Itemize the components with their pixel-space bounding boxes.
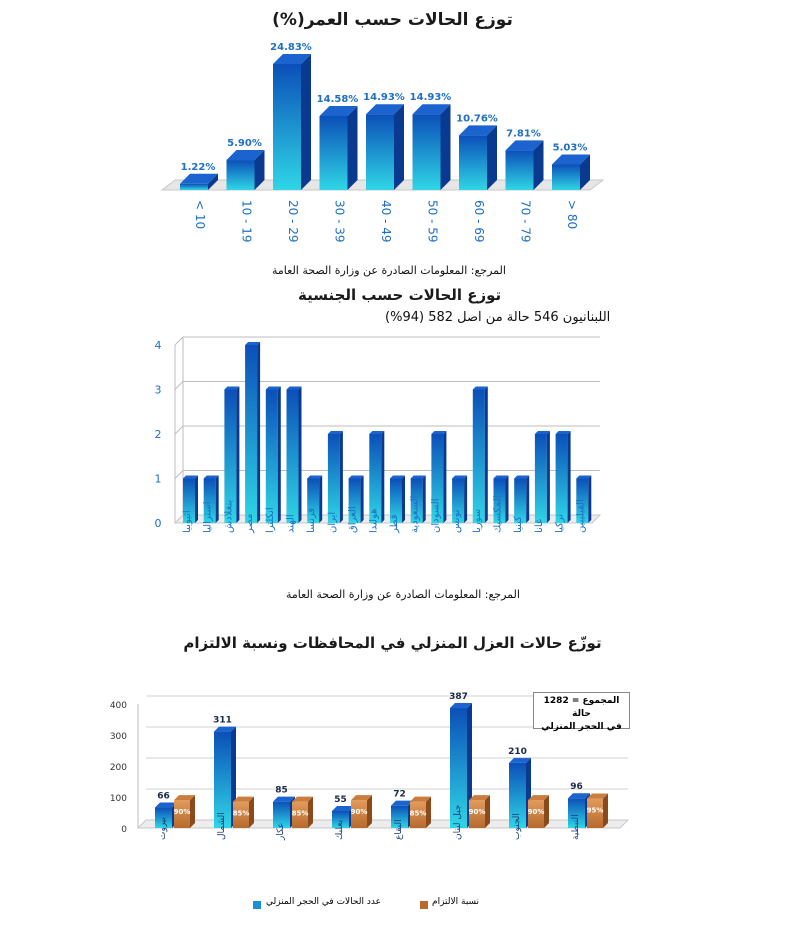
age-category-label: 20 - 29 [286,200,300,243]
nat-category-label: الفيليبين [575,499,587,533]
nat-bar [266,387,281,524]
nat-bar [245,342,260,523]
gov-cases-label: 311 [213,715,232,726]
gov-cases-label: 55 [334,794,347,805]
nat-category-label: مصر [244,513,256,533]
gov-compliance-label: 90% [527,808,545,817]
nat-y-tick: 4 [154,339,162,352]
gov-cases-label: 85 [275,785,288,796]
nat-gridline-diag [175,337,183,345]
age-category-label: 40 - 49 [379,200,393,243]
gov-y-tick: 400 [109,701,127,711]
gov-y-tick: 0 [121,825,127,835]
nat-category-label: الهند [285,514,297,533]
age-chart [0,30,785,265]
total-box-line1: المجموع = 1282 حالة [543,696,620,719]
nationality-chart [0,330,785,585]
gov-compliance-label: 85% [409,809,427,818]
age-category-label: 70 - 79 [518,200,533,243]
nat-bar [287,387,302,524]
governorate-chart-title: توزّع حالات العزل المنزلي في المحافظات ونسبة الالتزام [183,634,602,652]
gov-cases-label: 387 [449,692,468,703]
gov-compliance-label: 95% [586,806,604,815]
age-category-label: 60 - 69 [472,200,486,243]
nat-category-label: قطر [389,514,400,533]
nat-category-label: ايران [326,511,338,533]
nationality-chart-title: توزع الحالات حسب الجنسية [298,286,502,304]
gov-y-tick: 300 [109,732,127,742]
nat-bar [473,387,488,524]
nat-y-tick: 0 [154,517,162,530]
gov-category-label: بعلبك [335,819,345,840]
nat-category-label: اثيوبيا [182,510,193,533]
age-bar [366,104,404,190]
age-chart-title: توزع الحالات حسب العمر(%) [272,10,513,30]
nationality-chart-subtitle: اللبنانيون 546 حالة من اصل 582 (94%) [385,310,611,325]
nat-y-tick: 3 [154,383,162,397]
age-bar [552,154,590,190]
age-value-label: 5.03% [552,142,588,154]
gov-cases-label: 66 [157,791,170,802]
age-category-label: 30 - 39 [332,200,347,243]
governorate-chart [0,672,785,872]
nat-category-label: كينيا [513,516,525,533]
age-category-label: > 80 [565,200,579,230]
nat-category-label: استراليا [202,501,214,533]
gov-y-tick: 100 [109,794,127,804]
gov-compliance-label: 85% [232,809,250,818]
total-box-line2: في الحجر المنزلي [541,722,622,732]
age-category-label: 50 - 59 [425,200,440,243]
legend-compliance-swatch [420,901,428,909]
gov-cases-label: 72 [393,789,406,800]
nat-bar [328,431,343,523]
age-bar [413,104,451,190]
gov-floor [138,820,628,828]
gov-category-label: عكار [276,822,286,840]
gov-compliance-label: 90% [350,808,368,817]
nat-category-label: السعودية [409,495,421,533]
age-category-label: < 10 [193,200,207,230]
age-bar [227,150,265,190]
nat-category-label: العراق [347,506,359,533]
age-value-label: 10.76% [456,113,498,125]
nat-bar [556,431,571,523]
nationality-chart-source: المرجع: المعلومات الصادرة عن وزارة الصحة العامة [286,588,520,601]
gov-category-label: الجنوب [512,813,522,840]
gov-compliance-label: 90% [468,808,486,817]
nat-category-label: السودان [430,498,442,533]
nat-category-label: فرنسا [306,507,318,533]
gov-y-tick: 200 [109,763,127,773]
age-value-label: 7.81% [506,128,541,140]
nat-category-label: تركيا [554,513,566,533]
nat-bar [514,476,529,524]
gov-cases-label: 96 [570,782,583,793]
gov-category-label: بيروت [158,816,168,840]
age-bar [320,106,358,190]
age-value-label: 14.93% [409,92,452,104]
age-bar [459,125,497,190]
nat-category-label: المكسيك [492,495,504,533]
nat-gridline-diag [175,426,183,434]
age-bar [506,140,544,190]
gov-compliance-label: 90% [173,808,191,817]
age-value-label: 1.22% [180,161,216,173]
age-value-label: 14.58% [316,93,359,105]
nat-bar [535,431,550,523]
gov-cases-label: 210 [508,746,527,757]
age-category-label: 10 - 19 [239,200,254,243]
age-bar [273,54,311,190]
legend-cases-swatch [253,901,261,909]
gov-category-label: جبل لبنان [453,804,463,840]
gov-category-label: النبطية [571,814,581,840]
nat-y-tick: 1 [154,472,162,486]
gov-compliance-label: 85% [291,809,309,818]
total-box [533,692,630,732]
gov-category-label: الشمال [217,812,227,840]
nat-gridline-diag [175,382,183,390]
age-value-label: 5.90% [227,138,262,150]
legend-cases-label: عدد الحالات في الحجر المنزلي [266,897,381,907]
nat-category-label: هولندا [368,508,380,533]
age-chart-source: المرجع: المعلومات الصادرة عن وزارة الصحة العامة [272,264,506,277]
age-value-label: 24.83% [270,41,312,53]
nat-category-label: غانا [533,518,545,533]
nat-category-label: سوريا [471,508,483,533]
nat-y-tick: 2 [154,428,162,441]
nat-gridline-diag [175,471,183,479]
age-value-label: 14.93% [363,92,405,104]
gov-category-label: البقاع [394,819,404,840]
nat-category-label: انكلترا [264,507,276,533]
nat-category-label: تونس [451,509,463,533]
nat-category-label: بنغلادش [223,499,235,533]
legend-compliance-label: نسبة الالتزام [432,897,480,907]
